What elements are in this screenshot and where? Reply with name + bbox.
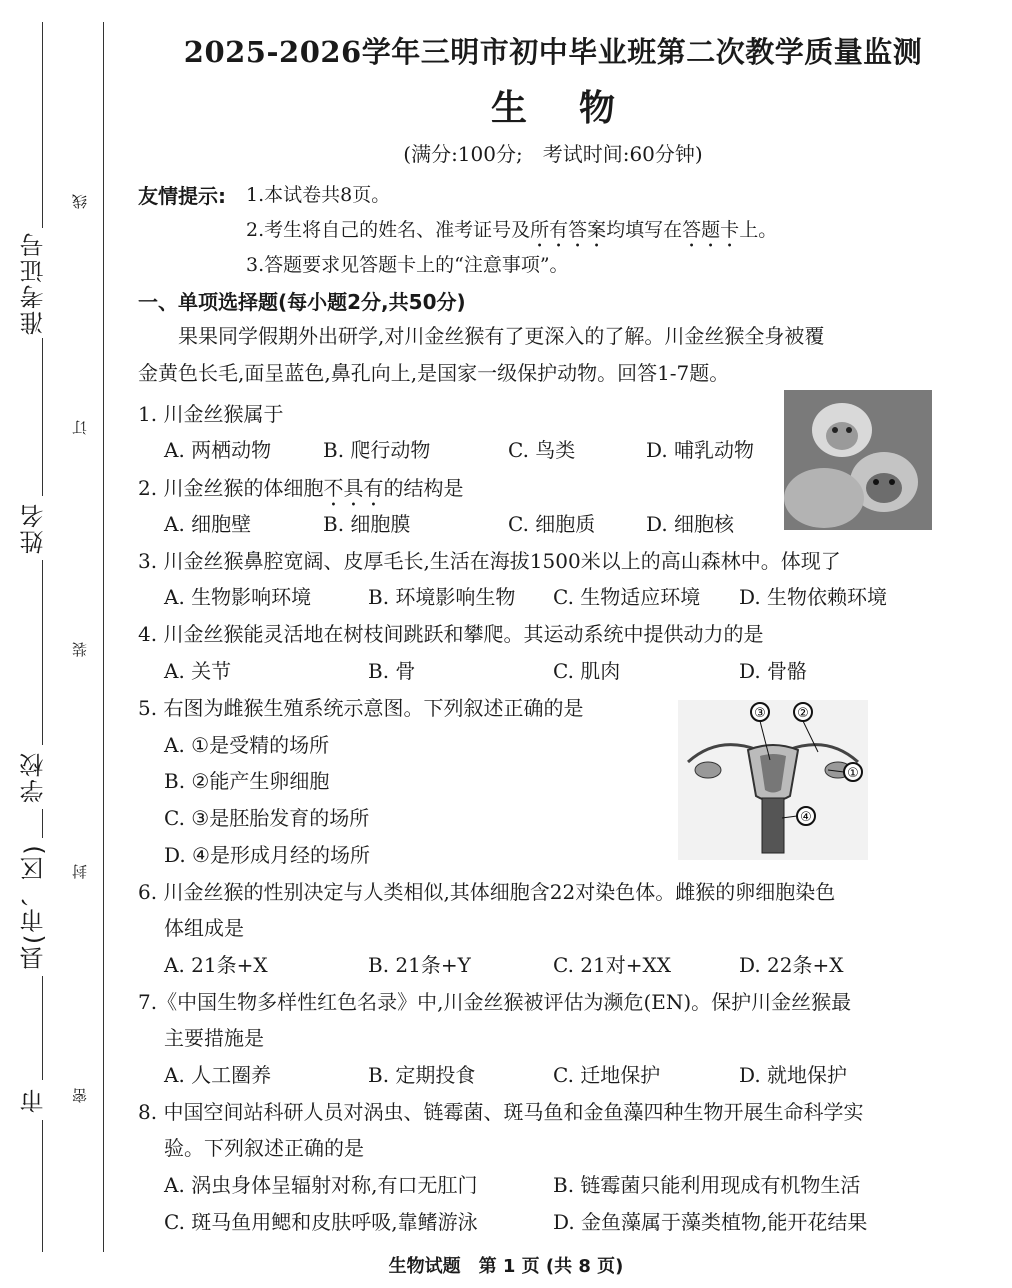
q3-option-b: B. 环境影响生物	[368, 585, 516, 609]
q8-option-c: C. 斑马鱼用鳃和皮肤呼吸,靠鳍游泳	[164, 1210, 478, 1234]
diagram-mark-3: ③	[754, 706, 766, 721]
q4-option-c: C. 肌肉	[553, 659, 621, 683]
subject-title: 生物	[490, 87, 667, 129]
seal-char-mi: 密	[71, 1088, 89, 1104]
exam-title: 2025-2026学年三明市初中毕业班第二次教学质量监测	[183, 35, 923, 69]
q2-option-c: C. 细胞质	[508, 512, 596, 536]
q1-option-c: C. 鸟类	[508, 438, 576, 462]
q6-option-c: C. 21对+XX	[553, 953, 671, 977]
question-6-line-1: 6. 川金丝猴的性别决定与人类相似,其体细胞含22对染色体。雌猴的卵细胞染色	[138, 880, 836, 904]
diagram-mark-4: ④	[800, 810, 812, 825]
question-1: 1. 川金丝猴属于	[138, 402, 284, 426]
q8-option-a: A. 涡虫身体呈辐射对称,有口无肛门	[164, 1173, 478, 1197]
q6-option-b: B. 21条+Y	[368, 953, 471, 977]
seal-char-feng: 封	[71, 864, 89, 880]
school-label: 学校	[12, 745, 56, 809]
county-label: 县(市、区)	[12, 838, 56, 976]
q7-option-d: D. 就地保护	[739, 1063, 848, 1087]
question-7-line-2: 主要措施是	[164, 1026, 264, 1050]
question-5: 5. 右图为雌猴生殖系统示意图。下列叙述正确的是	[138, 696, 584, 720]
monkey-illustration	[784, 390, 932, 530]
question-4: 4. 川金丝猴能灵活地在树枝间跳跃和攀爬。其运动系统中提供动力的是	[138, 622, 764, 646]
tip-2: 2.考生将自己的姓名、准考证号及所有答案均填写在答题卡上。	[246, 219, 778, 241]
q3-option-a: A. 生物影响环境	[164, 585, 312, 609]
tips-label: 友情提示:	[138, 184, 226, 208]
question-7-line-1: 7.《中国生物多样性红色名录》中,川金丝猴被评估为濒危(EN)。保护川金丝猴最	[138, 990, 852, 1014]
page-footer: 生物试题 第 1 页 (共 8 页)	[388, 1256, 624, 1277]
q6-option-a: A. 21条+X	[164, 953, 268, 977]
q4-option-b: B. 骨	[368, 659, 416, 683]
score-info: (满分:100分; 考试时间:60分钟)	[403, 142, 703, 166]
seal-char-zhuang: 装	[71, 642, 89, 658]
q2-option-d: D. 细胞核	[646, 512, 735, 536]
golden-monkey-photo	[784, 390, 932, 530]
q7-option-a: A. 人工圈养	[164, 1063, 272, 1087]
q5-option-c: C. ③是胚胎发育的场所	[164, 806, 370, 830]
margin-line-outer	[42, 22, 43, 1252]
q3-option-d: D. 生物依赖环境	[739, 585, 888, 609]
exam-number-label: 准考证号	[12, 228, 56, 338]
q2-option-b: B. 细胞膜	[323, 512, 411, 536]
city-label: 市	[12, 1080, 56, 1120]
section-heading: 一、单项选择题(每小题2分,共50分)	[138, 290, 466, 314]
intro-line-1: 果果同学假期外出研学,对川金丝猴有了更深入的了解。川金丝猴全身被覆	[178, 324, 825, 348]
diagram-mark-1: ①	[847, 766, 859, 781]
uterus-illustration	[678, 700, 868, 860]
q5-option-a: A. ①是受精的场所	[164, 733, 330, 757]
q1-option-b: B. 爬行动物	[323, 438, 431, 462]
q1-option-d: D. 哺乳动物	[646, 438, 755, 462]
tip-1: 1.本试卷共8页。	[246, 184, 391, 206]
question-6-line-2: 体组成是	[164, 916, 244, 940]
q8-option-b: B. 链霉菌只能利用现成有机物生活	[553, 1173, 861, 1197]
diagram-mark-2: ②	[797, 706, 809, 721]
question-3: 3. 川金丝猴鼻腔宽阔、皮厚毛长,生活在海拔1500米以上的高山森林中。体现了	[138, 549, 841, 573]
question-8-line-2: 验。下列叙述正确的是	[164, 1136, 364, 1160]
q4-option-d: D. 骨骼	[739, 659, 808, 683]
binding-margin	[0, 0, 110, 1288]
q2-option-a: A. 细胞壁	[164, 512, 252, 536]
q5-option-d: D. ④是形成月经的场所	[164, 843, 370, 867]
tip-3: 3.答题要求见答题卡上的“注意事项”。	[246, 254, 569, 276]
seal-char-ding: 订	[71, 420, 89, 436]
q7-option-b: B. 定期投食	[368, 1063, 476, 1087]
seal-char-xian: 线	[71, 194, 89, 210]
question-8-line-1: 8. 中国空间站科研人员对涡虫、链霉菌、斑马鱼和金鱼藻四种生物开展生命科学实	[138, 1100, 864, 1124]
female-reproductive-diagram	[678, 700, 868, 860]
q7-option-c: C. 迁地保护	[553, 1063, 661, 1087]
name-label: 姓名	[12, 496, 56, 560]
margin-line-inner	[103, 22, 104, 1252]
q4-option-a: A. 关节	[164, 659, 232, 683]
q8-option-d: D. 金鱼藻属于藻类植物,能开花结果	[553, 1210, 868, 1234]
question-2: 2. 川金丝猴的体细胞不具有的结构是	[138, 476, 464, 500]
q3-option-c: C. 生物适应环境	[553, 585, 701, 609]
q6-option-d: D. 22条+X	[739, 953, 844, 977]
intro-line-2: 金黄色长毛,面呈蓝色,鼻孔向上,是国家一级保护动物。回答1-7题。	[138, 361, 730, 385]
q1-option-a: A. 两栖动物	[164, 438, 272, 462]
q5-option-b: B. ②能产生卵细胞	[164, 769, 330, 793]
